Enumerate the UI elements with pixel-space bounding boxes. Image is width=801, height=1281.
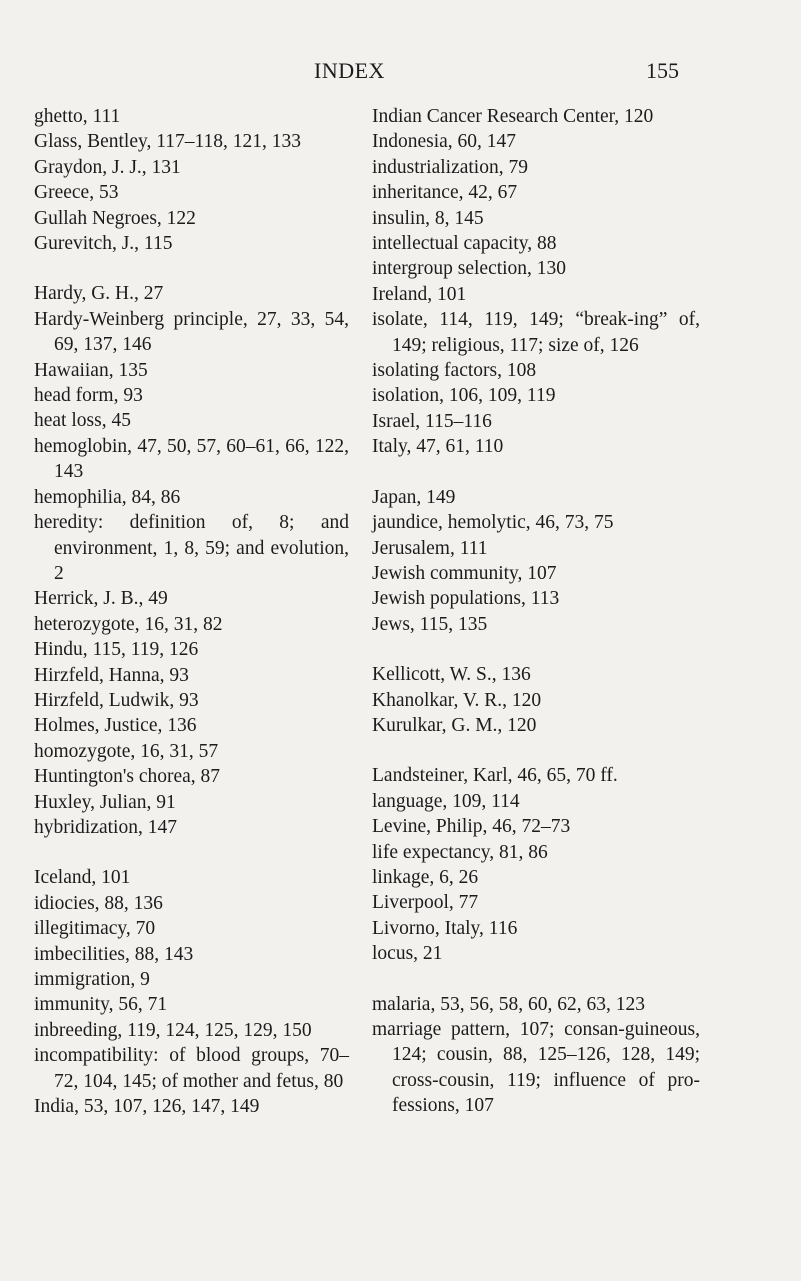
index-entry: language, 109, 114 (372, 790, 520, 812)
index-entry: Italy, 47, 61, 110 (372, 436, 504, 458)
index-entry: hemoglobin, 47, 50, 57, 60–61, 66, 122, 143 (34, 435, 349, 483)
index-entry: Jerusalem, 111 (372, 537, 488, 559)
index-entry: Hawaiian, 135 (34, 359, 148, 381)
index-entry: hemophilia, 84, 86 (34, 486, 181, 508)
index-entry: locus, 21 (372, 943, 443, 965)
index-entry: insulin, 8, 145 (372, 207, 484, 229)
index-entry: idiocies, 88, 136 (34, 892, 163, 914)
index-entry: heterozygote, 16, 31, 82 (34, 613, 223, 635)
index-column-right (372, 104, 700, 1119)
index-letter-group (34, 281, 349, 840)
index-entry: Kurulkar, G. M., 120 (372, 714, 537, 736)
index-entry: Hardy-Weinberg principle, 27, 33, 54, 69, 137, 146 (34, 308, 349, 356)
index-entry: malaria, 53, 56, 58, 60, 62, 63, 123 (372, 993, 645, 1015)
index-entry: Liverpool, 77 (372, 892, 479, 914)
index-entry: Huxley, Julian, 91 (34, 791, 176, 813)
index-entry: marriage pattern, 107; consan-guineous, 124; cousin, 88, 125–126, 128, 149; cross-cousin, 119; influence of pro-fessions, 107 (372, 1019, 700, 1117)
page-number: 155 (646, 58, 679, 83)
index-entry: inheritance, 42, 67 (372, 182, 518, 204)
index-entry: Jewish populations, 113 (372, 588, 560, 610)
index-entry: Israel, 115–116 (372, 410, 492, 432)
index-entry: isolate, 114, 119, 149; “break-ing” of, 149; religious, 117; size of, 126 (372, 309, 700, 356)
index-entry: Jewish community, 107 (372, 562, 557, 584)
index-entry: linkage, 6, 26 (372, 866, 479, 888)
index-entry: intergroup selection, 130 (372, 258, 567, 280)
index-entry: Japan, 149 (372, 486, 456, 508)
index-entry: Hardy, G. H., 27 (34, 283, 164, 305)
index-column-left (34, 104, 349, 1119)
index-entry: Khanolkar, V. R., 120 (372, 689, 542, 711)
index-entry: Hirzfeld, Ludwik, 93 (34, 689, 199, 711)
index-entry: immigration, 9 (34, 969, 150, 990)
index-entry: isolating factors, 108 (372, 360, 537, 382)
index-entry: Hindu, 115, 119, 126 (34, 639, 199, 661)
index-entry: homozygote, 16, 31, 57 (34, 740, 219, 762)
index-entry: imbecilities, 88, 143 (34, 943, 194, 965)
index-entry: India, 53, 107, 126, 147, 149 (34, 1096, 260, 1118)
running-head (0, 58, 801, 88)
index-letter-group (372, 763, 700, 966)
index-entry: jaundice, hemolytic, 46, 73, 75 (372, 512, 614, 534)
index-entry: incompatibility: of blood groups, 70–72, 104, 145; of mother and fetus, 80 (34, 1045, 349, 1092)
index-entry: Indonesia, 60, 147 (372, 131, 517, 153)
index-entry: Livorno, Italy, 116 (372, 917, 518, 939)
index-entry: Levine, Philip, 46, 72–73 (372, 816, 571, 838)
index-letter-group (372, 104, 700, 460)
index-entry: immunity, 56, 71 (34, 994, 168, 1016)
index-entry: heredity: definition of, 8; and environment, 1, 8, 59; and evolution, 2 (34, 512, 349, 584)
index-entry: Iceland, 101 (34, 867, 131, 889)
index-letter-group (372, 485, 700, 637)
index-entry: Indian Cancer Research Center, 120 (372, 106, 654, 127)
index-entry: intellectual capacity, 88 (372, 233, 557, 255)
index-entry: Kellicott, W. S., 136 (372, 664, 531, 686)
index-entry: industrialization, 79 (372, 156, 528, 178)
index-entry: illegitimacy, 70 (34, 918, 156, 940)
index-entry: Jews, 115, 135 (372, 613, 488, 635)
index-letter-group (34, 104, 349, 256)
index-letter-group (34, 865, 349, 1119)
index-entry: hybridization, 147 (34, 816, 177, 838)
index-entry: Holmes, Justice, 136 (34, 715, 197, 737)
page-title: INDEX (314, 58, 385, 83)
index-entry: Greece, 53 (34, 182, 119, 204)
index-letter-group (372, 992, 700, 1119)
index-entry: Gullah Negroes, 122 (34, 207, 196, 229)
index-entry: Graydon, J. J., 131 (34, 156, 181, 178)
index-entry: Glass, Bentley, 117–118, 121, 133 (34, 131, 302, 153)
index-entry: Gurevitch, J., 115 (34, 233, 173, 255)
index-entry: Ireland, 101 (372, 283, 467, 305)
index-entry: life expectancy, 81, 86 (372, 841, 548, 863)
index-entry: isolation, 106, 109, 119 (372, 385, 556, 407)
index-entry: inbreeding, 119, 124, 125, 129, 150 (34, 1019, 312, 1041)
index-entry: Hirzfeld, Hanna, 93 (34, 664, 189, 686)
index-entry: Herrick, J. B., 49 (34, 588, 168, 610)
index-entry: ghetto, 111 (34, 106, 121, 127)
index-letter-group (372, 662, 700, 738)
index-entry: head form, 93 (34, 385, 143, 407)
index-entry: Landsteiner, Karl, 46, 65, 70 ff. (372, 765, 618, 787)
index-entry: Huntington's chorea, 87 (34, 766, 221, 788)
index-entry: heat loss, 45 (34, 410, 131, 432)
